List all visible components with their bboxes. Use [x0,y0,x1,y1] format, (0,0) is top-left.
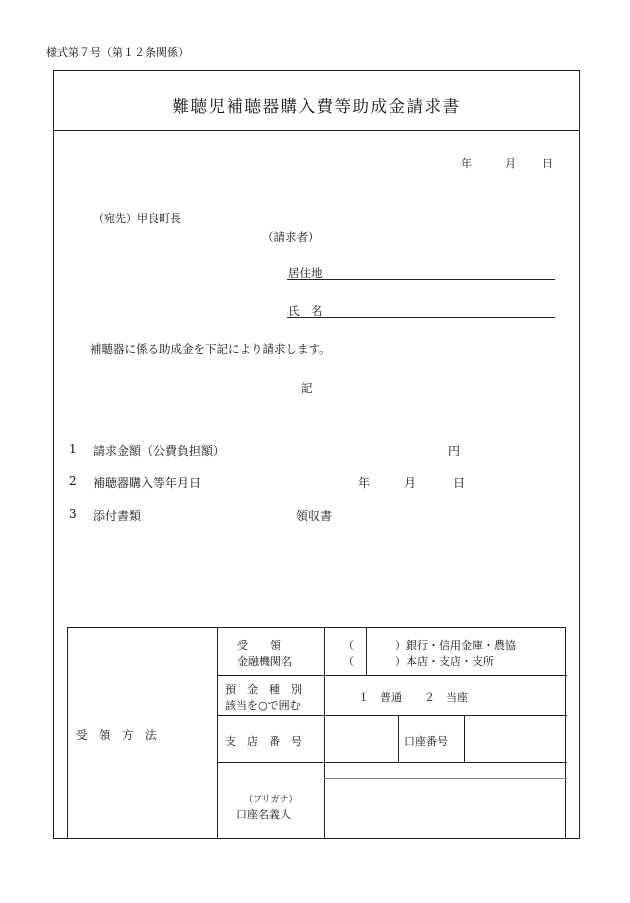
branch-number-label: 支 店 番 号 [225,735,302,748]
account-number-label: 口座番号 [404,735,448,748]
item2-number: 2 [69,474,77,488]
date-month-label: 月 [505,157,516,170]
deposit-type-label: 預 金 種 別 [225,683,302,696]
item3-number: 3 [69,507,77,521]
divider [366,628,367,675]
deposit-type-options[interactable]: １ 普通 ２ 当座 [358,691,468,704]
title-row [54,71,579,131]
branch-type-options: ）本店・支店・支所 [395,655,494,668]
ki-heading: 記 [301,381,313,395]
item1-label: 請求金額（公費負担額） [93,444,226,458]
financial-institution-label-2: 金融機関名 [237,655,292,668]
item2-day: 日 [453,476,466,490]
date-year-label: 年 [461,157,472,170]
paren-open-2: （ [343,655,354,668]
divider [217,675,567,676]
furigana-divider [324,778,567,779]
divider [217,762,567,763]
item2-year: 年 [358,476,371,490]
item1-number: 1 [69,442,77,456]
item3-value: 領収書 [296,509,333,523]
item2-label: 補聴器購入等年月日 [93,476,202,490]
paren-open-1: （ [343,639,354,652]
request-statement: 補聴器に係る助成金を下記により請求します。 [90,342,331,356]
form-number-label: 様式第７号（第１２条関係） [46,46,189,59]
bank-info-table [67,627,566,838]
address-field[interactable] [287,279,555,280]
divider [217,628,218,839]
receipt-method-label: 受 領 方 法 [76,728,157,742]
furigana-label: （フリガナ） [244,795,298,805]
item2-month: 月 [404,476,417,490]
date-day-label: 日 [542,157,553,170]
requester-label: （請求者） [262,230,320,244]
divider [398,715,399,762]
document-title: 難聴児補聴器購入費等助成金請求書 [172,97,461,116]
item1-unit: 円 [448,444,461,458]
financial-institution-label-1: 受 領 [237,639,281,652]
item3-label: 添付書類 [93,509,142,523]
addressee: （宛先）甲良町長 [93,212,181,225]
divider [217,715,567,716]
account-holder-label: 口座名義人 [236,808,291,821]
name-field[interactable] [287,317,555,318]
bank-type-options: ）銀行・信用金庫・農協 [395,639,516,652]
deposit-type-instruction: 該当を○で囲む [225,699,301,712]
divider [464,715,465,762]
name-label: 氏 名 [288,304,323,318]
address-label: 居住地 [288,266,323,280]
divider [324,628,325,839]
